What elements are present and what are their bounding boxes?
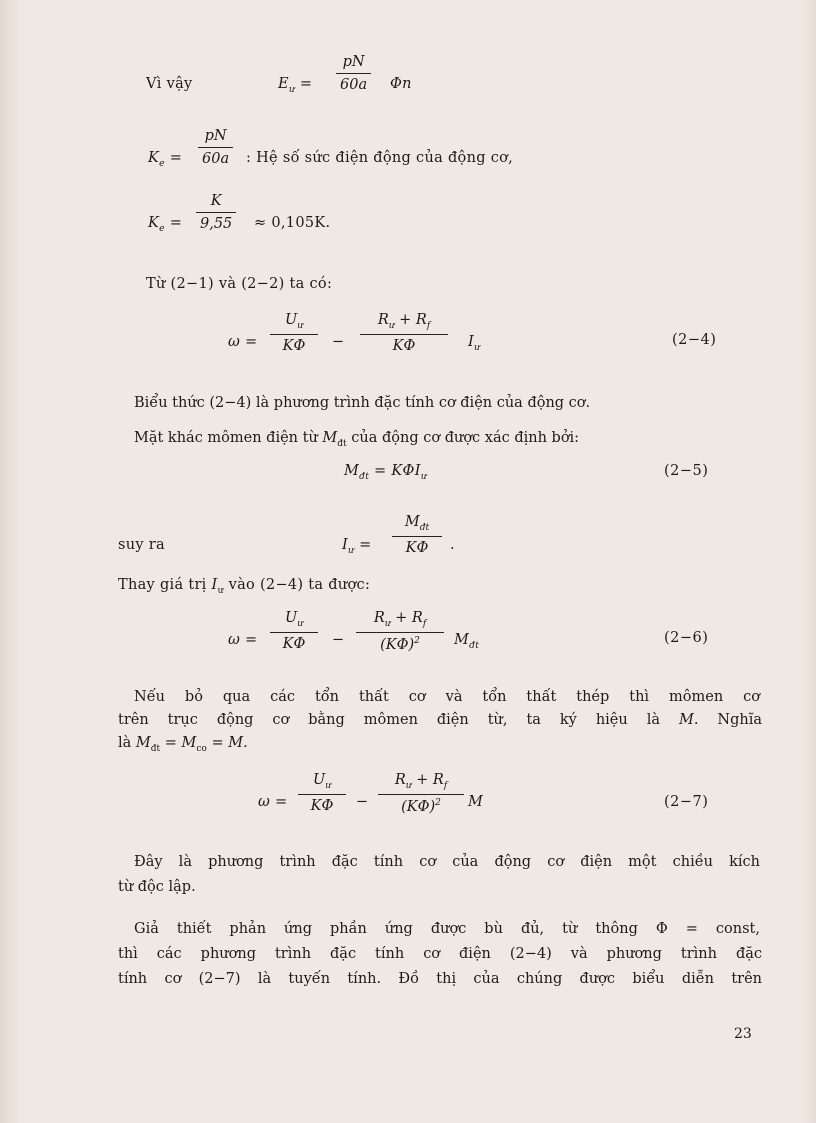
eq4-tail: $I_ư$ [468, 334, 481, 353]
eq4-fraction-1: $U_ư$ KΦ [270, 312, 318, 354]
eq5-expression: $M_{đt} = K\Phi I_ư$ [344, 463, 427, 482]
eq7-tail: $M_{đt}$ [454, 632, 480, 651]
eq1-lhs: $E_ư$ = [278, 76, 313, 95]
eq3-fraction: K 9,55 [196, 193, 236, 232]
eq7-number: (2−6) [664, 630, 709, 646]
eq8-number: (2−7) [664, 794, 709, 810]
paragraph-losses-line-1: Nếu bỏ qua các tổn thất cơ và tổn thất thép thì mômen cơ [134, 689, 760, 705]
eq7-lhs: ω = [228, 632, 258, 648]
eq7-fraction-2: $R_ư + R_f$ $(K\Phi)^2$ [356, 610, 444, 653]
paragraph-linearity-line-3: tính cơ (2−7) là tuyến tính. Đồ thị của chúng được biểu diễn trên [118, 971, 762, 987]
text-from-2-1-2-2: Từ (2−1) và (2−2) ta có: [146, 276, 333, 292]
eq7-fraction-1: $U_ư$ KΦ [270, 610, 318, 652]
paragraph-losses-line-3: là $M_{đt} = M_{co} = M$. [118, 735, 248, 754]
eq8-minus: − [356, 794, 369, 810]
text-substitute: Thay giá trị $I_ư$ vào (2−4) ta được: [118, 577, 371, 596]
eq4-lhs: ω = [228, 334, 258, 350]
eq2-lhs: $K_e$ = [148, 150, 183, 169]
paragraph-mech-line-2: từ độc lập. [118, 879, 196, 895]
eq6-lead: suy ra [118, 537, 165, 553]
eq2-fraction: pN 60a [198, 128, 233, 167]
page-left-edge [0, 0, 22, 1123]
paragraph-2-4-description: Biểu thức (2−4) là phương trình đặc tính cơ điện của động cơ. [134, 395, 591, 411]
eq8-lhs: ω = [258, 794, 288, 810]
eq4-number: (2−4) [672, 332, 717, 348]
eq8-tail: M [468, 794, 484, 810]
eq1-fraction: pN 60a [336, 54, 371, 93]
page-right-edge [802, 0, 816, 1123]
paragraph-losses-line-2: trên trục động cơ bằng mômen điện từ, ta ký hiệu là M. Nghĩa [118, 712, 762, 728]
paragraph-mech-line-1: Đây là phương trình đặc tính cơ của động cơ điện một chiều kích [134, 854, 760, 870]
eq4-fraction-2: $R_ư + R_f$ KΦ [360, 312, 448, 354]
eq1-lead: Vì vậy [146, 76, 193, 92]
page-number: 23 [734, 1026, 752, 1042]
eq7-minus: − [332, 632, 345, 648]
eq6-lhs: $I_ư$ = [342, 537, 372, 556]
eq3-lhs: $K_e$ = [148, 215, 183, 234]
paragraph-torque-intro: Mặt khác mômen điện từ $M_{đt}$ của động cơ được xác định bởi: [134, 430, 580, 449]
eq6-end: . [450, 537, 455, 553]
eq2-desc: : Hệ số sức điện động của động cơ, [246, 150, 514, 166]
eq3-rest: ≈ 0,105K. [254, 215, 331, 231]
paragraph-linearity-line-1: Giả thiết phản ứng phần ứng được bù đủ, từ thông Φ = const, [134, 921, 760, 937]
eq6-fraction: $M_{đt}$ KΦ [392, 514, 442, 556]
eq8-fraction-2: $R_ư + R_f$ $(K\Phi)^2$ [378, 772, 464, 815]
eq8-fraction-1: $U_ư$ KΦ [298, 772, 346, 814]
eq4-minus: − [332, 334, 345, 350]
eq5-number: (2−5) [664, 463, 709, 479]
eq1-rest: Φn [390, 76, 412, 92]
paragraph-linearity-line-2: thì các phương trình đặc tính cơ điện (2−4) và phương trình đặc [118, 946, 762, 962]
